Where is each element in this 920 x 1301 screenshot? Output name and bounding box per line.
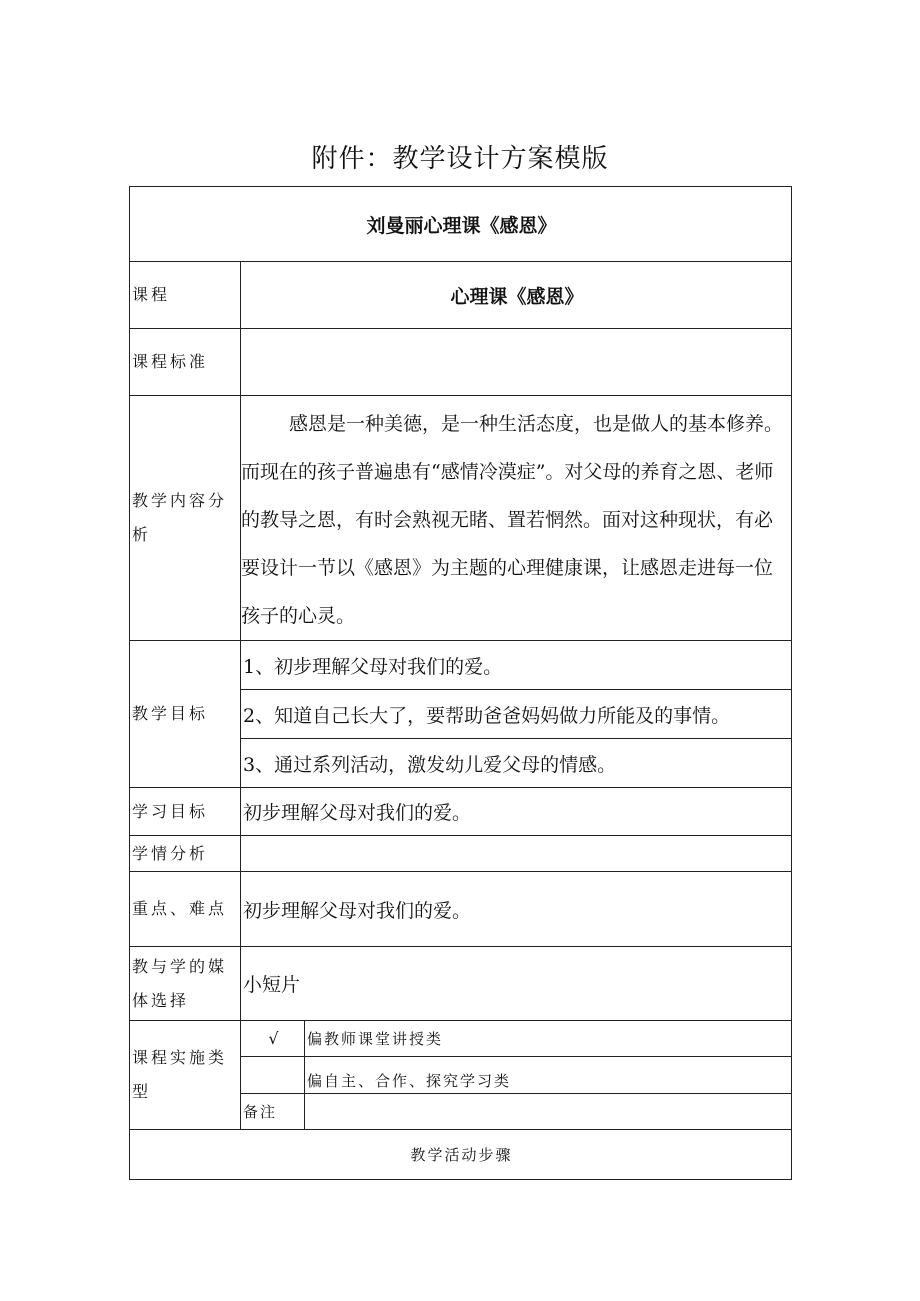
content-analysis-text: 感恩是一种美德，是一种生活态度，也是做人的基本修养。而现在的孩子普遍患有“感情冷漠症”。对父母的养育之恩、老师的教导之恩，有时会熟视无睹、置若惘然。面对这种现状，有必要设计一节以《感恩》为主题的心理健康课，让感恩走进每一位孩子的心灵。	[241, 413, 784, 627]
course-value: 心理课《感恩》	[241, 262, 792, 329]
learning-goals-value: 初步理解父母对我们的爱。	[241, 788, 792, 836]
content-analysis-value	[241, 396, 792, 641]
table-footer: 教学活动步骤	[130, 1130, 792, 1180]
teaching-goals-label: 教学目标	[130, 641, 241, 788]
standard-value	[241, 329, 792, 396]
implementation-check-mark	[241, 1057, 305, 1094]
note-label: 备注	[241, 1094, 305, 1130]
document-title: 附件：教学设计方案模版	[311, 144, 609, 174]
media-label: 教与学的媒体选择	[130, 947, 241, 1021]
learner-analysis-label: 学情分析	[130, 836, 241, 872]
learner-analysis-value	[241, 836, 792, 872]
media-value: 小短片	[241, 947, 792, 1021]
key-points-value: 初步理解父母对我们的爱。	[241, 872, 792, 947]
teaching-goal-item: 1、初步理解父母对我们的爱。	[241, 641, 792, 690]
key-points-label: 重点、难点	[130, 872, 241, 947]
implementation-option: 偏自主、合作、探究学习类	[305, 1057, 792, 1094]
table-header: 刘曼丽心理课《感恩》	[130, 187, 792, 262]
course-label: 课程	[130, 262, 241, 329]
teaching-goal-item: 2、知道自己长大了，要帮助爸爸妈妈做力所能及的事情。	[241, 690, 792, 739]
learning-goals-label: 学习目标	[130, 788, 241, 836]
note-value	[305, 1094, 792, 1130]
standard-label: 课程标准	[130, 329, 241, 396]
implementation-option: 偏教师课堂讲授类	[305, 1021, 792, 1057]
implementation-check-mark: √	[241, 1021, 305, 1057]
teaching-goal-item: 3、通过系列活动，激发幼儿爱父母的情感。	[241, 739, 792, 788]
lesson-plan-table	[129, 186, 792, 1180]
content-analysis-label: 教学内容分析	[130, 396, 241, 641]
implementation-label: 课程实施类型	[130, 1021, 241, 1130]
